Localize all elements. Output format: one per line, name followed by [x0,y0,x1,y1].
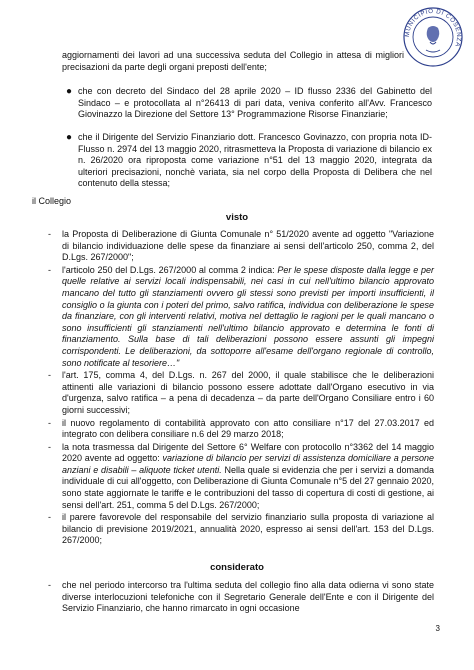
visto-heading: visto [225,212,249,223]
visto-item: - la Proposta di Deliberazione di Giunta Comunale n° 51/2020 avente ad oggetto "Variazione di bilancio individuazione delle spese da finanziare ai sensi dell'articolo 250, comma 2, del D.Lgs. 267/2000"; [48,229,434,263]
bullet-icon: ● [66,132,73,143]
considerato-heading: considerato [210,562,264,573]
bullet-1: ● che con decreto del Sindaco del 28 aprile 2020 – ID flusso 2336 del Gabinetto del Sindaco – e protocollata al n°26413 di pari data, veniva conferito all'Avv. Francesco Giovinazzo la Direzione del Settore 13° Programmazione Risorse Finanziarie; [66,86,432,120]
visto-item: - il nuovo regolamento di contabilità approvato con atto consiliare n°17 del 27.03.2017 ed integrato con delibera consiliare n.6 del 29 marzo 2018; [48,417,434,440]
considerato-item: - che nel periodo intercorso tra l'ultima seduta del collegio fino alla data odierna vi sono state diverse interlocuzioni telefoniche con il Segretario Generale dell'Ente e con il Dirigente del Servizio Finanziario, che hanno rimarcato in ogni occasione [48,580,434,614]
bullet-icon: ● [66,86,73,97]
municipio-seal-stamp [402,6,464,68]
intro-paragraph: aggiornamenti dei lavori ad una successiva seduta del Collegio in attesa di migliori precisazioni da parte degli organi preposti dell'ente; [62,50,404,72]
bullet-2: ● che il Dirigente del Servizio Finanziario dott. Francesco Govinazzo, con propria nota ID-Flusso n. 2974 del 13 maggio 2020, ritrasmetteva la Proposta di variazione di bilancio ex n. 26/2020 ora riproposta come variazione n°51 del 13 maggio 2020, integrata da ulteriori precisazioni, nonchè variata, sia nel corpo della Proposta di Delibera che nel contenuto della stessa; [66,132,432,189]
svg-text:MUNICIPIO DI COSENZA: MUNICIPIO DI COSENZA [403,7,463,48]
visto-item: - l'art. 175, comma 4, del D.Lgs. n. 267 del 2000, il quale stabilisce che le deliberazioni attinenti alle variazioni di bilancio possono essere adottate dall'Organo esecutivo in via d'urgenza, salvo ratifica – a pena di decadenza – da parte dell'Organo Consiliare entro i 60 giorni successivi; [48,370,434,415]
visto-item: - l'articolo 250 del D.Lgs. 267/2000 al comma 2 indica: Per le spese disposte dalla legge e per quelle relative ai servizi locali indispensabili, nei casi in cui nell'ultimo bilancio approvato mancano del tutto gli stanziamenti ovvero gli stessi sono previsti per importi insufficienti, il consiglio o la giunta con i poteri del primo, salvo ratifica, individua con deliberazione le spese da finanziare, con gli interventi relativi, motiva nel dettaglio le ragioni per le quali mancano o sono insufficienti gli stanziamenti nell'ultimo bilancio approvato e determina le fonti di finanziamento. Sulla base di tali deliberazioni possono essere assunti gli impegni corrispondenti. Le deliberazioni, da sottoporre all'esame dell'organo regionale di controllo, sono notificate al tesoriere…" [48,264,434,368]
considerato-list [48,580,434,615]
visto-item: - la nota trasmessa dal Dirigente del Settore 6° Welfare con protocollo n°3362 del 14 maggio 2020 avente ad oggetto: variazione di bilancio per servizi di assistenza domiciliare a persone anziani e disabili – aliquote ticket utenti. Nella quale si evidenzia che per i servizi a domanda individuale di cui all'oggetto, con Deliberazione di Giunta Comunale n°5 del 27 gennaio 2020, sono state aggiornate le tariffe e le contribuzioni del tasso di copertura di costi di gestione, ai sensi dell'art. 251, comma 5 del D.Lgs. 267/2000; [48,441,434,510]
il-collegio-label: il Collegio [32,196,72,206]
visto-list [48,229,434,547]
page-number: 3 [435,624,440,633]
visto-item: - il parere favorevole del responsabile del servizio finanziario sulla proposta di variazione al bilancio di previsione 2019/2021, annualità 2020, espresso ai sensi dell'art. 153 del D.Lgs. 267/2000; [48,512,434,546]
